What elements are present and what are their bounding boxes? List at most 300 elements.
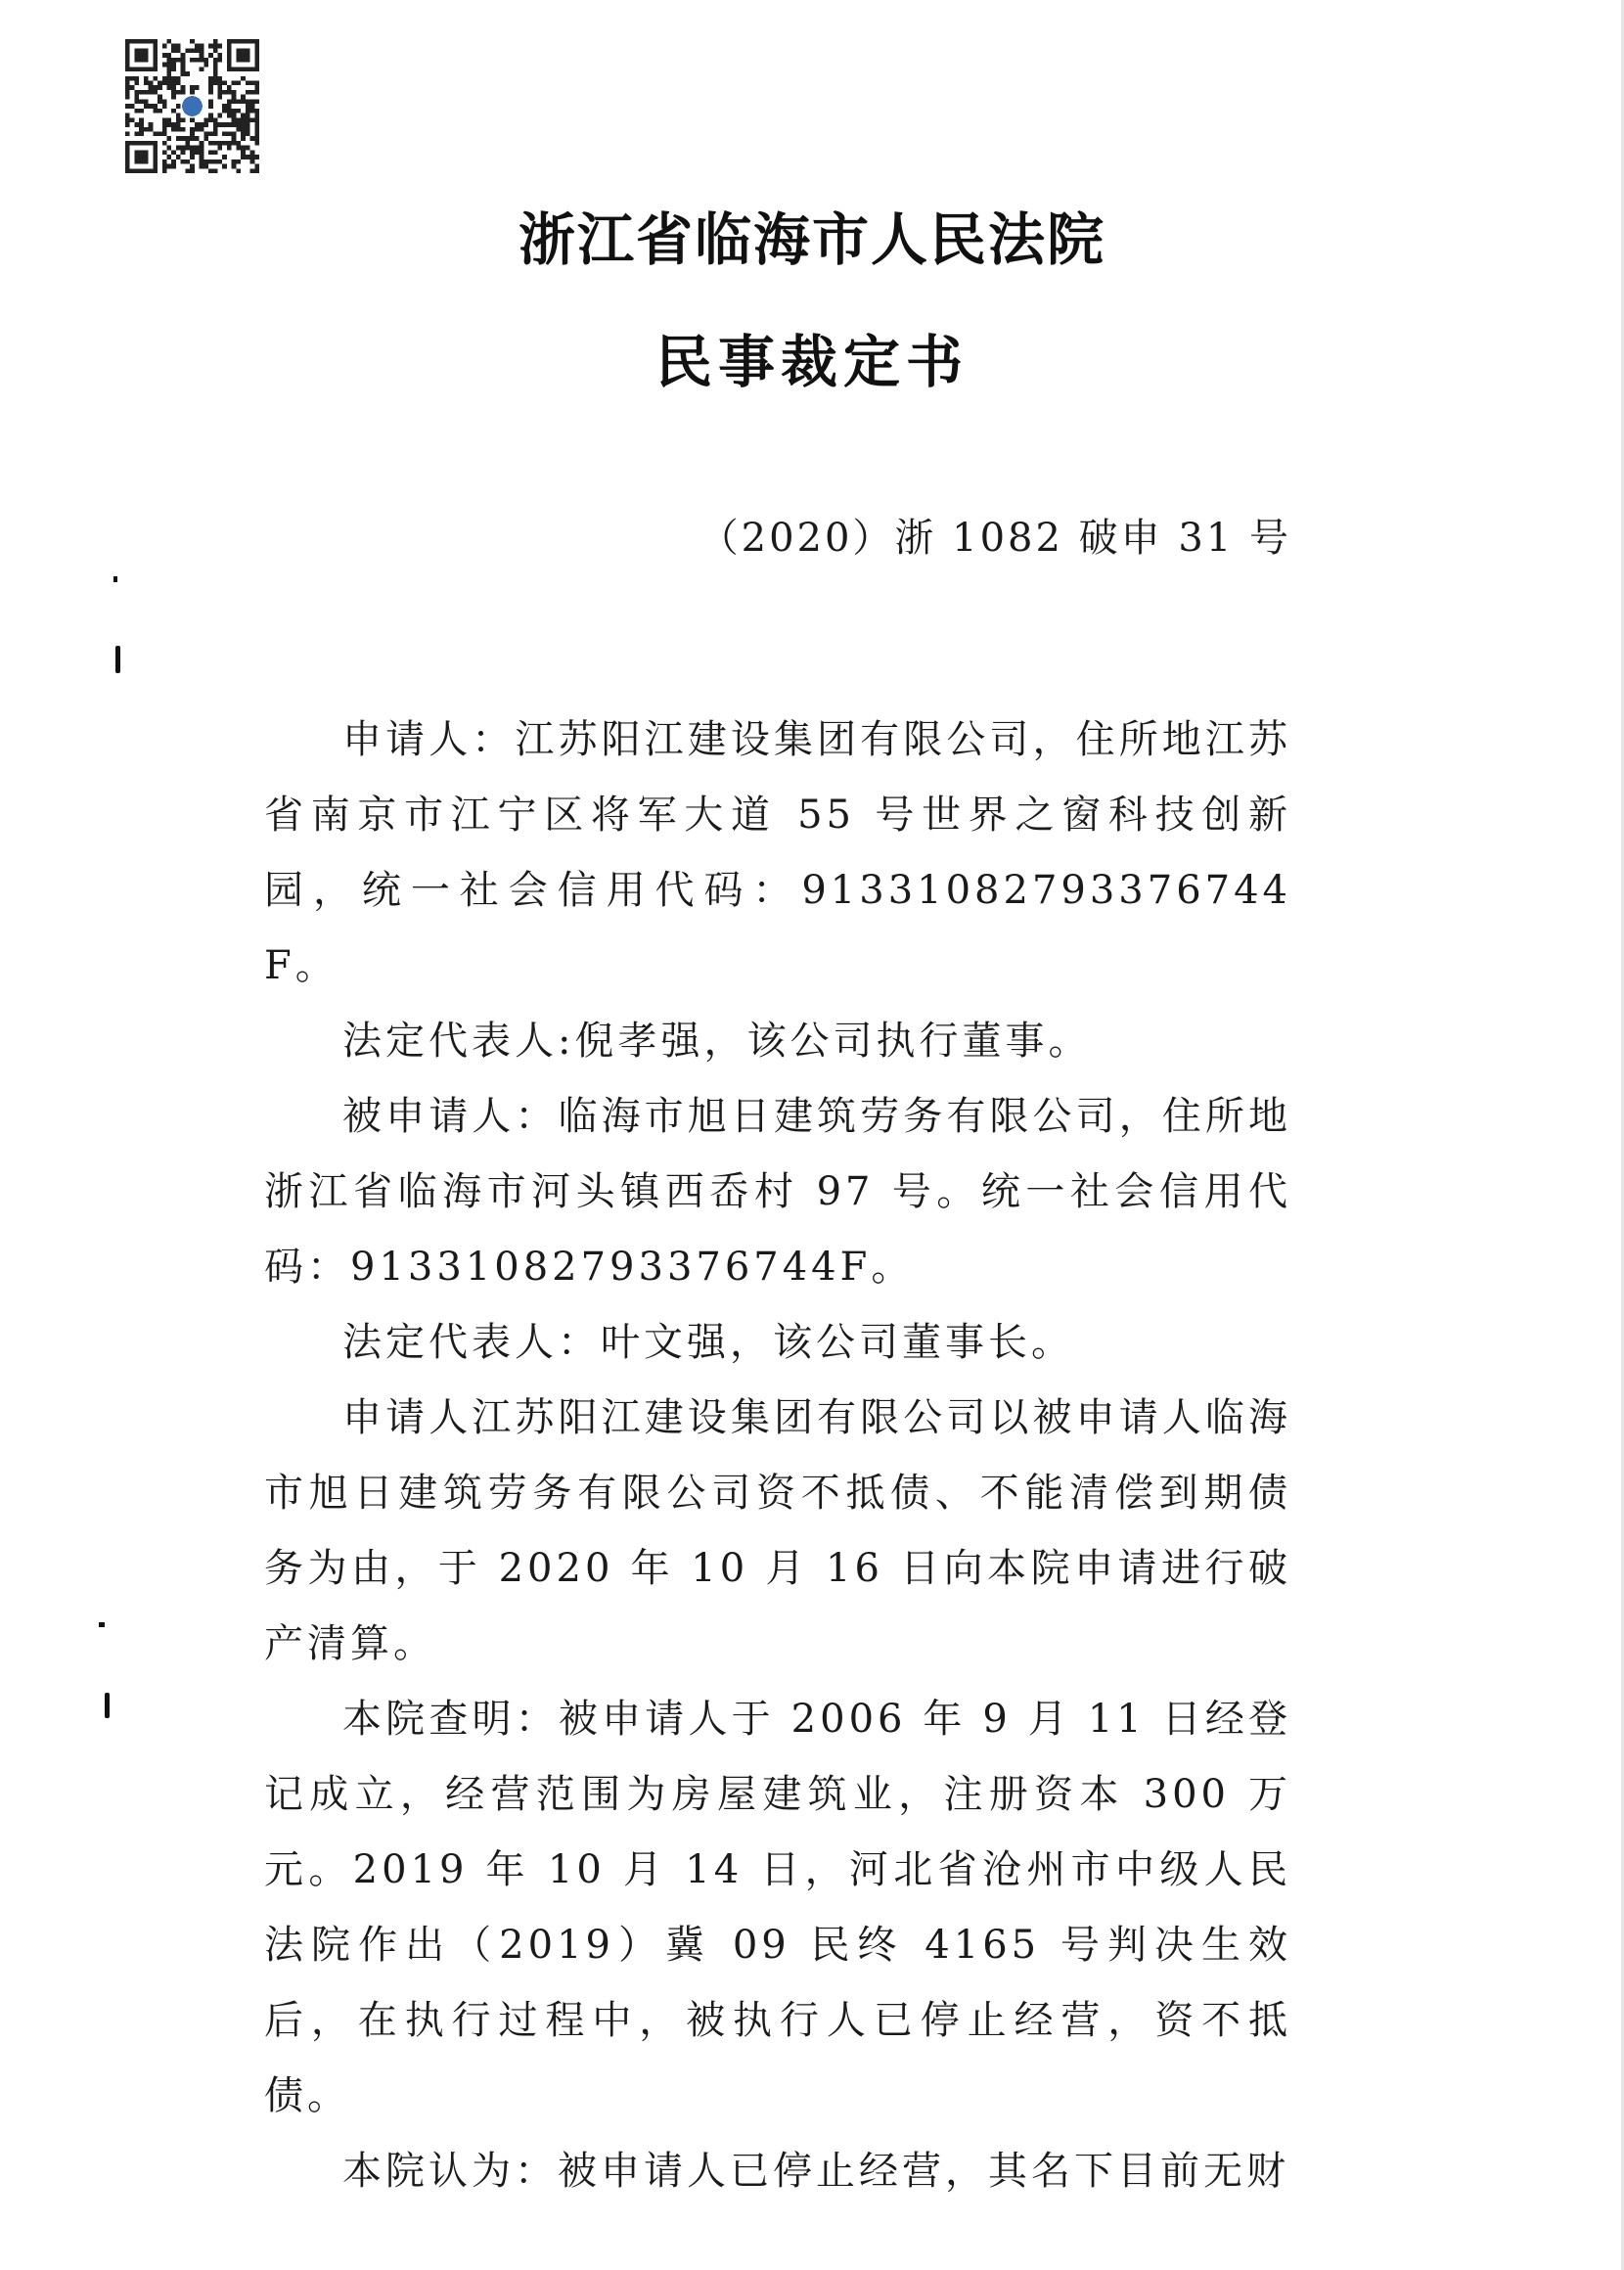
qr-module <box>232 39 237 44</box>
qr-module <box>153 85 158 90</box>
qr-module <box>222 141 227 146</box>
paragraph-respondent-representative: 法定代表人：叶文强，该公司董事长。 <box>342 1320 1074 1365</box>
qr-module <box>181 136 186 141</box>
qr-module <box>246 48 250 53</box>
qr-module <box>213 39 218 44</box>
qr-module <box>171 90 176 95</box>
qr-module <box>254 155 259 159</box>
qr-module <box>213 117 218 122</box>
qr-module <box>153 168 158 173</box>
qr-module <box>190 90 195 95</box>
qr-module <box>195 44 200 49</box>
qr-module <box>162 81 167 86</box>
qr-module <box>200 67 204 71</box>
qr-module <box>227 104 232 109</box>
qr-module <box>222 81 227 86</box>
qr-module <box>153 67 158 71</box>
qr-module <box>139 122 144 127</box>
qr-module <box>167 76 172 81</box>
qr-module <box>241 95 246 100</box>
qr-module <box>176 81 181 86</box>
qr-module <box>125 159 130 164</box>
qr-module <box>176 58 181 63</box>
qr-module <box>241 122 246 127</box>
qr-module <box>232 159 237 164</box>
qr-module <box>144 90 149 95</box>
qr-module <box>153 150 158 155</box>
qr-module <box>241 117 246 122</box>
qr-module <box>241 136 246 141</box>
qr-module <box>162 141 167 146</box>
qr-module <box>171 81 176 86</box>
qr-module <box>144 76 149 81</box>
qr-module <box>200 164 204 169</box>
qr-module <box>153 48 158 53</box>
qr-module <box>241 39 246 44</box>
qr-module <box>153 58 158 63</box>
paragraph-findings: 本院查明：被申请人于 2006 年 9 月 11 日经登记成立，经营范围为房屋建筑业，注册资本 300 万元。2019 年 10 月 14 日，河北省沧州市中级人民法院作出（2019）冀 09 民终 4165 号判决生效后，在执行过程中，被执行人已停止经营，资不抵债。 <box>264 1697 1291 2118</box>
qr-module <box>250 155 255 159</box>
qr-module <box>236 109 241 114</box>
qr-module <box>181 63 186 68</box>
qr-module <box>232 90 237 95</box>
qr-module <box>144 39 149 44</box>
qr-module <box>250 136 255 141</box>
qr-module <box>200 44 204 49</box>
qr-module <box>139 131 144 136</box>
qr-module <box>208 104 213 109</box>
qr-code-icon <box>125 39 259 173</box>
qr-module <box>222 90 227 95</box>
qr-module <box>190 131 195 136</box>
qr-module <box>162 159 167 164</box>
qr-module <box>125 117 130 122</box>
qr-module <box>125 150 130 155</box>
qr-module <box>208 81 213 86</box>
qr-module <box>241 76 246 81</box>
qr-module <box>241 53 246 58</box>
qr-module <box>227 99 232 104</box>
qr-module <box>158 109 162 114</box>
qr-module <box>125 131 130 136</box>
qr-module <box>162 127 167 132</box>
case-number: （2020）浙 1082 破申 31 号 <box>699 516 1291 561</box>
qr-module <box>181 71 186 76</box>
qr-module <box>125 146 130 151</box>
qr-module <box>236 81 241 86</box>
qr-module <box>171 164 176 169</box>
qr-module <box>236 58 241 63</box>
qr-module <box>149 39 154 44</box>
qr-module <box>227 141 232 146</box>
qr-module <box>213 44 218 49</box>
qr-module <box>171 127 176 132</box>
qr-module <box>213 159 218 164</box>
qr-center-logo <box>182 96 203 116</box>
qr-module <box>241 58 246 63</box>
qr-module <box>167 155 172 159</box>
qr-module <box>167 53 172 58</box>
qr-module <box>158 131 162 136</box>
qr-module <box>217 90 222 95</box>
qr-module <box>213 122 218 127</box>
qr-module <box>181 90 186 95</box>
qr-module <box>254 127 259 132</box>
qr-module <box>236 146 241 151</box>
qr-module <box>125 164 130 169</box>
qr-module <box>241 67 246 71</box>
qr-module <box>190 164 195 169</box>
qr-module <box>171 85 176 90</box>
qr-module <box>246 104 250 109</box>
qr-module <box>167 146 172 151</box>
qr-module <box>139 159 144 164</box>
qr-module <box>149 122 154 127</box>
qr-module <box>149 90 154 95</box>
qr-module <box>144 141 149 146</box>
qr-module <box>190 155 195 159</box>
qr-module <box>227 58 232 63</box>
qr-module <box>162 117 167 122</box>
qr-module <box>208 53 213 58</box>
qr-module <box>144 127 149 132</box>
qr-module <box>125 44 130 49</box>
qr-module <box>139 48 144 53</box>
qr-module <box>254 58 259 63</box>
qr-module <box>246 99 250 104</box>
qr-module <box>158 99 162 104</box>
qr-module <box>153 109 158 114</box>
qr-module <box>236 122 241 127</box>
qr-module <box>139 141 144 146</box>
paragraph-application: 申请人江苏阳江建设集团有限公司以被申请人临海市旭日建筑劳务有限公司资不抵债、不能清偿到期债务为由，于 2020 年 10 月 16 日向本院申请进行破产清算。 <box>264 1395 1291 1666</box>
qr-module <box>213 67 218 71</box>
qr-module <box>236 48 241 53</box>
qr-module <box>208 150 213 155</box>
qr-module <box>162 122 167 127</box>
qr-module <box>213 76 218 81</box>
scan-speck <box>99 1622 105 1627</box>
qr-module <box>190 127 195 132</box>
qr-module <box>125 53 130 58</box>
qr-module <box>144 81 149 86</box>
qr-module <box>213 168 218 173</box>
qr-module <box>167 81 172 86</box>
qr-module <box>241 127 246 132</box>
qr-module <box>125 81 130 86</box>
qr-module <box>144 159 149 164</box>
qr-module <box>144 58 149 63</box>
qr-module <box>153 53 158 58</box>
qr-module <box>181 150 186 155</box>
qr-module <box>227 131 232 136</box>
qr-module <box>208 131 213 136</box>
qr-module <box>185 48 190 53</box>
qr-module <box>241 114 246 118</box>
qr-module <box>158 81 162 86</box>
qr-module <box>139 117 144 122</box>
qr-module <box>217 122 222 127</box>
court-name-title: 浙江省临海市人民法院 <box>518 206 1105 273</box>
qr-module <box>134 109 139 114</box>
qr-module <box>250 67 255 71</box>
qr-module <box>227 146 232 151</box>
qr-module <box>144 53 149 58</box>
qr-module <box>130 39 135 44</box>
qr-module <box>139 99 144 104</box>
qr-module <box>208 114 213 118</box>
qr-module <box>171 109 176 114</box>
qr-module <box>227 90 232 95</box>
qr-module <box>236 127 241 132</box>
qr-module <box>208 141 213 146</box>
qr-module <box>254 90 259 95</box>
qr-module <box>227 85 232 90</box>
qr-module <box>250 109 255 114</box>
qr-module <box>171 67 176 71</box>
qr-module <box>134 90 139 95</box>
qr-module <box>134 39 139 44</box>
qr-module <box>254 117 259 122</box>
qr-module <box>162 99 167 104</box>
qr-module <box>232 117 237 122</box>
qr-module <box>203 136 208 141</box>
qr-module <box>181 67 186 71</box>
qr-module <box>162 76 167 81</box>
qr-module <box>246 114 250 118</box>
qr-module <box>232 141 237 146</box>
qr-module <box>125 76 130 81</box>
qr-module <box>125 141 130 146</box>
qr-module <box>139 58 144 63</box>
qr-module <box>195 48 200 53</box>
qr-module <box>227 48 232 53</box>
qr-module <box>254 67 259 71</box>
qr-module <box>171 95 176 100</box>
qr-module <box>134 155 139 159</box>
qr-module <box>134 58 139 63</box>
qr-module <box>217 146 222 151</box>
qr-module <box>227 109 232 114</box>
qr-code-graphic <box>125 39 259 173</box>
qr-module <box>254 48 259 53</box>
qr-module <box>144 67 149 71</box>
qr-module <box>190 39 195 44</box>
qr-module <box>195 146 200 151</box>
qr-module <box>190 136 195 141</box>
qr-module <box>227 114 232 118</box>
qr-module <box>254 164 259 169</box>
qr-module <box>232 164 237 169</box>
qr-module <box>162 44 167 49</box>
qr-module <box>181 127 186 132</box>
qr-module <box>246 117 250 122</box>
qr-module <box>208 76 213 81</box>
qr-module <box>222 131 227 136</box>
qr-module <box>176 155 181 159</box>
qr-module <box>181 117 186 122</box>
qr-module <box>130 168 135 173</box>
qr-module <box>195 58 200 63</box>
qr-module <box>227 44 232 49</box>
qr-module <box>250 99 255 104</box>
qr-module <box>241 131 246 136</box>
qr-module <box>241 48 246 53</box>
qr-module <box>236 67 241 71</box>
qr-module <box>153 146 158 151</box>
qr-module <box>153 159 158 164</box>
qr-module <box>181 146 186 151</box>
qr-module <box>217 58 222 63</box>
qr-module <box>171 63 176 68</box>
qr-module <box>227 63 232 68</box>
qr-module <box>217 53 222 58</box>
qr-module <box>176 44 181 49</box>
qr-module <box>190 58 195 63</box>
qr-module <box>176 90 181 95</box>
qr-module <box>144 150 149 155</box>
qr-module <box>190 168 195 173</box>
qr-module <box>241 99 246 104</box>
qr-module <box>246 109 250 114</box>
qr-module <box>250 39 255 44</box>
qr-module <box>171 48 176 53</box>
qr-module <box>236 141 241 146</box>
qr-module <box>200 122 204 127</box>
qr-module <box>162 150 167 155</box>
qr-module <box>139 109 144 114</box>
qr-module <box>254 122 259 127</box>
qr-module <box>153 90 158 95</box>
qr-module <box>176 114 181 118</box>
qr-module <box>167 67 172 71</box>
qr-module <box>246 155 250 159</box>
qr-module <box>236 53 241 58</box>
qr-module <box>246 39 250 44</box>
qr-module <box>167 85 172 90</box>
qr-module <box>254 63 259 68</box>
qr-module <box>190 117 195 122</box>
qr-module <box>176 146 181 151</box>
qr-module <box>162 168 167 173</box>
qr-module <box>134 48 139 53</box>
qr-module <box>217 114 222 118</box>
qr-module <box>176 136 181 141</box>
qr-module <box>139 67 144 71</box>
qr-module <box>125 85 130 90</box>
qr-module <box>254 39 259 44</box>
qr-module <box>254 53 259 58</box>
qr-module <box>200 53 204 58</box>
qr-module <box>254 131 259 136</box>
qr-module <box>203 122 208 127</box>
qr-module <box>139 150 144 155</box>
qr-module <box>236 99 241 104</box>
qr-module <box>125 155 130 159</box>
qr-module <box>213 81 218 86</box>
qr-module <box>153 141 158 146</box>
qr-module <box>222 104 227 109</box>
qr-module <box>232 114 237 118</box>
qr-module <box>153 164 158 169</box>
document-type-title: 民事裁定书 <box>654 329 969 395</box>
qr-module <box>185 159 190 164</box>
qr-module <box>246 67 250 71</box>
qr-module <box>167 39 172 44</box>
qr-module <box>232 95 237 100</box>
qr-module <box>222 155 227 159</box>
qr-module <box>139 168 144 173</box>
qr-module <box>195 122 200 127</box>
qr-module <box>217 81 222 86</box>
qr-module <box>125 95 130 100</box>
qr-module <box>203 131 208 136</box>
scan-speck <box>105 1693 110 1718</box>
qr-module <box>171 76 176 81</box>
qr-module <box>208 117 213 122</box>
qr-module <box>254 141 259 146</box>
qr-module <box>134 150 139 155</box>
qr-module <box>185 136 190 141</box>
qr-module <box>130 104 135 109</box>
qr-module <box>144 104 149 109</box>
qr-module <box>176 48 181 53</box>
qr-module <box>208 85 213 90</box>
qr-module <box>250 159 255 164</box>
qr-module <box>134 95 139 100</box>
qr-module <box>213 150 218 155</box>
qr-module <box>222 164 227 169</box>
qr-module <box>171 150 176 155</box>
qr-module <box>181 58 186 63</box>
qr-module <box>130 85 135 90</box>
qr-module <box>203 63 208 68</box>
qr-module <box>149 104 154 109</box>
qr-module <box>144 155 149 159</box>
qr-module <box>176 117 181 122</box>
qr-module <box>171 44 176 49</box>
scan-speck <box>113 576 117 582</box>
qr-module <box>200 150 204 155</box>
qr-module <box>125 39 130 44</box>
qr-module <box>203 159 208 164</box>
qr-module <box>181 85 186 90</box>
qr-module <box>158 85 162 90</box>
qr-module <box>185 168 190 173</box>
qr-module <box>227 39 232 44</box>
qr-module <box>203 164 208 169</box>
qr-module <box>200 48 204 53</box>
qr-module <box>213 141 218 146</box>
qr-module <box>190 48 195 53</box>
qr-module <box>130 76 135 81</box>
qr-module <box>227 122 232 127</box>
qr-module <box>195 85 200 90</box>
qr-module <box>236 168 241 173</box>
qr-module <box>217 141 222 146</box>
qr-module <box>134 141 139 146</box>
qr-module <box>144 48 149 53</box>
qr-module <box>162 53 167 58</box>
qr-module <box>153 131 158 136</box>
qr-module <box>176 127 181 132</box>
qr-module <box>130 141 135 146</box>
paragraph-applicant: 申请人：江苏阳江建设集团有限公司，住所地江苏省南京市江宁区将军大道 55 号世界之窗科技创新园，统一社会信用代码：91331082793376744F。 <box>264 717 1291 988</box>
qr-module <box>208 159 213 164</box>
qr-module <box>185 71 190 76</box>
qr-module <box>246 122 250 127</box>
qr-module <box>149 67 154 71</box>
